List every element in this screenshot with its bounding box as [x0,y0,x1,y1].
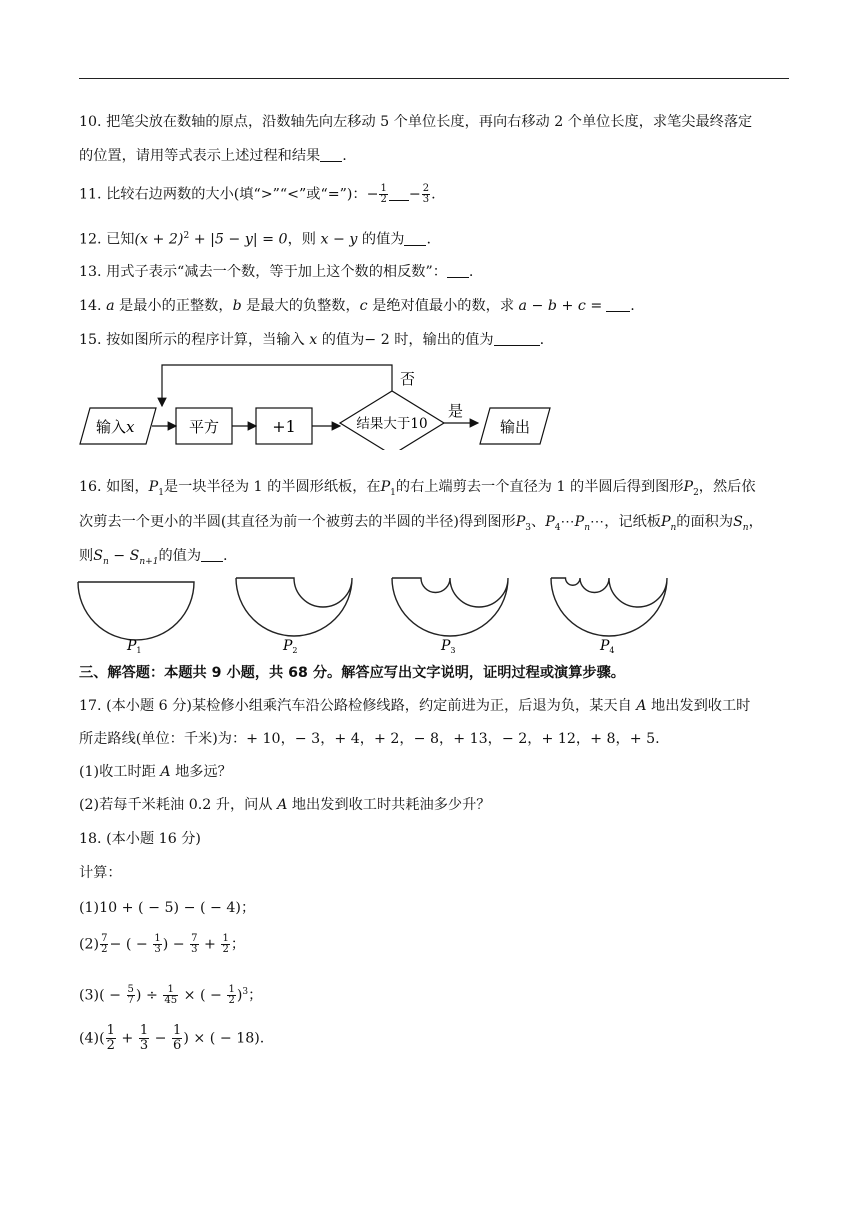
q17-sub2-text: (2)若每千米耗油 0.2 升，问从 [79,797,278,813]
separator: 、 [530,514,546,530]
q15-period: . [539,332,545,348]
subscript: n [670,522,677,533]
flowchart [76,360,556,450]
figure-p2 [236,578,352,636]
operator: ； [248,987,263,1004]
figure-label-p3: $P_3$ [441,638,456,655]
numerator: 1 [154,933,161,944]
numerator: 1 [163,985,178,996]
q12 [79,226,431,250]
q17-text: 地出发到收工时 [646,698,751,714]
numerator: 7 [101,933,108,944]
header-rule [79,78,789,79]
section3-desc: ：本题共 9 小题，共 68 分。解答应写出文字说明，证明过程或演算步骤。 [149,665,625,681]
q12-expr3: x − y [320,231,358,248]
denominator: 3 [422,194,430,205]
q12-prefix: 12. 已知 [79,231,135,248]
square-label: 平方 [188,418,220,436]
q17-sub2-text: 地出发到收工时共耗油多少升？ [287,797,491,813]
denominator: 3 [154,944,161,955]
q10-line1 [79,112,752,132]
q16-text: 则 [79,548,94,564]
loop-arrow [162,365,392,406]
q16-line1 [79,477,756,503]
q18-calc [79,863,122,883]
q14-text3: 是绝对值最小的数，求 [367,298,519,314]
var-a: a [106,298,115,314]
var-x: x [309,332,318,348]
q16-line2 [79,512,763,538]
var-S: S [733,514,743,530]
numerator: 1 [106,1023,115,1038]
exponent: 3 [242,987,249,997]
section3-heading [79,663,625,683]
denominator: 6 [173,1038,182,1053]
denominator: 3 [139,1038,149,1053]
q14-period: . [630,298,635,314]
q13-period: . [468,264,474,280]
subscript: 1 [158,487,164,498]
operator: ； [230,936,246,953]
q11 [79,184,436,205]
q17-sub1-text: (1)收工时距 [79,764,161,780]
q16-text: 的右上端剪去一个直径为 1 的半圆后得到图形 [395,479,684,495]
q10-text: 10. 把笔尖放在数轴的原点，沿数轴先向左移动 5 个单位长度，再向右移动 2 个单位长度，求笔尖最终落定 [79,114,753,130]
var-A: A [636,698,647,714]
q18-part1 [79,898,255,918]
subscript: n+1 [139,556,159,567]
var-c: c [359,298,368,314]
q17-line2 [79,729,660,749]
answer-blank[interactable] [389,186,409,201]
label: (2) [79,936,100,953]
q16-text: ， [748,514,763,530]
operator: − ( − [109,936,153,953]
q15 [79,330,544,350]
fraction [163,985,178,1006]
q12-expr: (x + 2) [134,231,184,248]
q12-exponent: 2 [183,231,190,241]
answer-blank[interactable] [606,297,630,312]
q16-text: 16. 如图， [79,479,149,495]
fraction [127,985,135,1006]
var-A: A [160,764,171,780]
numerator: 5 [127,984,134,996]
q11-sign-b: − [408,186,421,203]
q11-period: . [431,186,436,203]
dots: ⋯ [560,514,575,530]
q18-head [79,829,201,849]
subscript: 2 [693,487,699,498]
q16-period: . [223,548,228,564]
numerator: 1 [222,933,229,944]
q11-sign-a: − [366,186,379,203]
subscript: n [102,556,109,567]
subscript: n [742,522,749,533]
q12-suffix: 的值为 [357,231,405,248]
answer-blank[interactable] [201,547,223,562]
q18-title: 18. (本小题 16 分) [79,831,201,847]
fraction [153,934,161,955]
q17-route: 所走路线(单位：千米)为：+ 10，− 3，+ 4，+ 2，− 8，+ 13，− 2，+ 12，+ 8，+ 5. [79,731,660,747]
fraction [221,934,229,955]
subscript: n [584,522,590,533]
q12-period: . [426,231,431,248]
minus: − [108,548,130,564]
decision-label: 结果大于10 [356,416,428,432]
denominator: 2 [228,995,235,1007]
q16-text: ，然后依 [698,479,756,495]
denominator: 2 [101,944,108,955]
denominator: 45 [164,995,178,1007]
fraction [227,985,235,1006]
label: (4)( [79,1030,105,1047]
output-label: 输出 [499,418,531,436]
q14-expr: a − b + c = [518,298,603,314]
q14-text1: 是最小的正整数， [114,298,233,314]
no-label: 否 [400,370,416,388]
numerator: 2 [422,183,430,194]
answer-blank[interactable] [494,331,540,346]
subscript: 3 [525,522,531,533]
q16-text: 的面积为 [676,514,734,530]
q10-period: . [342,148,347,164]
figure-label-p4: $P_4$ [600,638,615,655]
figure-p4 [551,578,667,636]
var-P: P [148,479,159,495]
plus-one-label: +1 [272,417,296,436]
figure-label-p1: $P_1$ [127,638,142,655]
q10-line2 [79,146,347,166]
q14-text2: 是最大的负整数， [241,298,360,314]
subscript: 4 [554,522,561,533]
label: (3)( − [79,987,126,1004]
numerator: 1 [228,984,235,996]
fraction [379,184,387,205]
var-A: A [277,797,288,813]
figure-p3 [392,578,508,636]
q14 [79,296,635,316]
var-S: S [93,548,103,564]
figure-p1 [78,582,194,640]
q12-middle: ，则 [287,231,321,248]
var-P: P [380,479,391,495]
fraction [172,1024,182,1053]
answer-blank[interactable] [320,147,342,162]
q18-part4 [79,1024,264,1053]
q17-sub2 [79,795,490,815]
q12-expr2: + |5 − y| = 0 [189,231,288,248]
numerator: 7 [191,933,198,944]
subscript: 1 [390,487,396,498]
q17-sub1-text: 地多远？ [170,764,232,780]
q18-part3 [79,982,262,1006]
operator: ) × ( − 18). [183,1030,265,1047]
denominator: 3 [191,944,198,955]
figure-label-p2: $P_2$ [283,638,298,655]
fraction [106,1024,116,1053]
numerator: 1 [139,1023,149,1038]
q14-number: 14. [79,298,107,314]
var-P: P [683,479,694,495]
q15-text1: 15. 按如图所示的程序计算，当输入 [79,332,310,348]
q11-text: 11. 比较右边两数的大小(填“>”“<”或“=”)： [79,186,367,203]
q17-sub1 [79,762,232,782]
q16-line3 [79,546,228,572]
operator: + [116,1030,138,1047]
var-P: P [660,514,671,530]
q10-text-2: 的位置，请用等式表示上述过程和结果 [79,148,321,164]
denominator: 2 [380,194,387,205]
q17-line1 [79,696,750,716]
q13 [79,262,473,282]
q16-text: 是一块半径为 1 的半圆形纸板，在 [163,479,381,495]
input-label: 输入x [96,418,135,436]
semicircle-figures [72,572,672,658]
var-P: P [515,514,526,530]
answer-blank[interactable] [447,263,469,278]
operator: + [199,936,221,953]
q16-text: 的值为 [158,548,202,564]
operator: ) − [162,936,190,953]
q18-calc-label: 计算： [79,865,122,881]
var-b: b [232,298,242,314]
operator: × ( − [179,987,227,1004]
denominator: 2 [106,1038,115,1053]
numerator: 1 [380,183,387,194]
denominator: 7 [127,995,134,1007]
var-S: S [129,548,140,564]
q17-text: 17. (本小题 6 分)某检修小组乘汽车沿公路检修线路，约定前进为正，后退为负，某天自 [79,698,637,714]
var-P: P [545,514,555,530]
numerator: 1 [173,1023,182,1038]
q16-text: 次剪去一个更小的半圆(其直径为前一个被剪去的半圆的半径)得到图形 [79,514,516,530]
section3-title: 三、解答题 [79,665,150,681]
operator: ) ÷ [135,987,163,1004]
q18-part2 [79,934,245,955]
q18-p1-expr: (1)10 + ( − 5) − ( − 4)； [79,900,256,916]
fraction [100,934,108,955]
operator: ) [236,987,243,1004]
var-P: P [574,514,585,530]
operator: − [150,1030,172,1047]
answer-blank[interactable] [404,231,426,246]
q15-text2: 的值为− 2 时，输出的值为 [317,332,494,348]
yes-label: 是 [448,402,464,420]
q16-text: ⋯，记纸板 [590,514,661,530]
denominator: 2 [222,944,229,955]
fraction [422,184,430,205]
q13-text: 13. 用式子表示“减去一个数，等于加上这个数的相反数”： [79,264,447,280]
fraction [190,934,198,955]
fraction [139,1024,149,1053]
